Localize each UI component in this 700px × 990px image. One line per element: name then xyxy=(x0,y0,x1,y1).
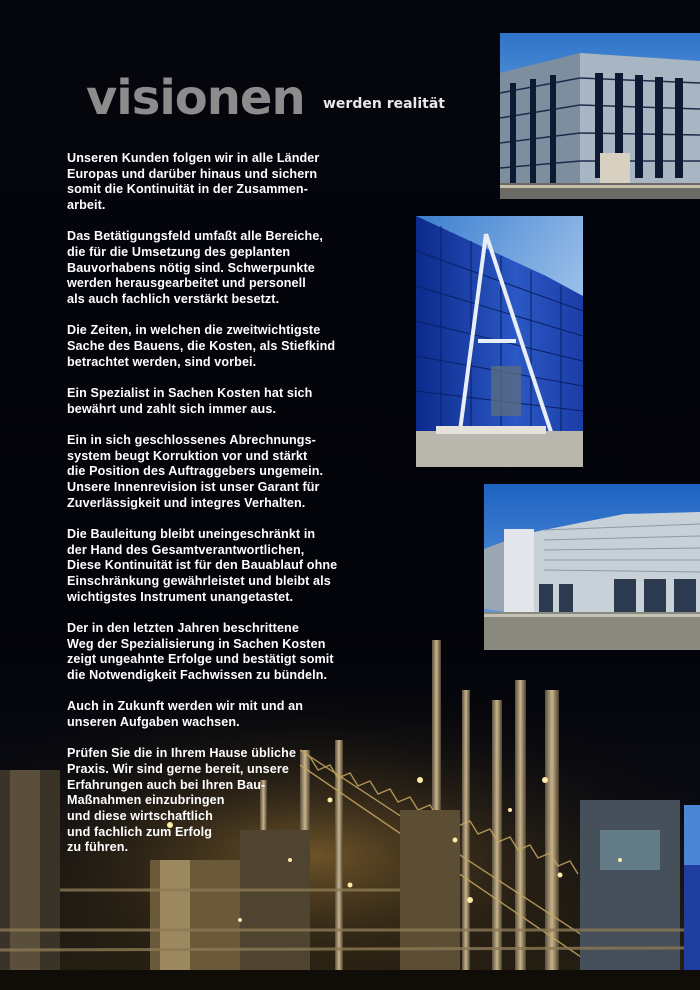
text-line: und diese wirtschaftlich xyxy=(67,808,213,823)
paragraph-8 xyxy=(67,699,377,730)
industrial-hall-photo xyxy=(484,484,700,650)
text-line: arbeit. xyxy=(67,198,106,213)
body-text xyxy=(67,151,377,872)
text-line: die für die Umsetzung des geplanten xyxy=(67,245,291,260)
text-line: system beugt Korruktion vor und stärkt xyxy=(67,448,308,463)
text-line: zeigt ungeahnte Erfolge und bestätigt somit xyxy=(67,652,334,667)
text-line: werden herausgearbeitet und personell xyxy=(67,276,306,291)
paragraph-6 xyxy=(67,527,377,606)
text-line: Prüfen Sie die in Ihrem Hause übliche xyxy=(67,746,297,761)
text-line: bewährt und zahlt sich immer aus. xyxy=(67,401,277,416)
text-line: Unseren Kunden folgen wir in alle Länder xyxy=(67,151,320,165)
text-line: Erfahrungen auch bei Ihren Bau- xyxy=(67,777,266,792)
paragraph-2 xyxy=(67,229,377,308)
paragraph-5 xyxy=(67,433,377,512)
text-line: Zuverlässigkeit und integres Verhalten. xyxy=(67,495,306,510)
text-line: die Position des Auftraggebers ungemein. xyxy=(67,464,324,479)
paragraph-9 xyxy=(67,746,377,856)
paragraph-7 xyxy=(67,621,377,684)
text-line: Einschränkung gewährleistet und bleibt als xyxy=(67,573,331,588)
paragraph-1 xyxy=(67,151,377,214)
text-line: Bauvorhabens nötig sind. Schwerpunkte xyxy=(67,260,315,275)
text-line: Auch in Zukunft werden wir mit und an xyxy=(67,699,303,714)
text-line: und fachlich zum Erfolg xyxy=(67,824,213,839)
text-line: Die Bauleitung bleibt uneingeschränkt in xyxy=(67,526,316,541)
paragraph-3 xyxy=(67,323,377,370)
office-building-photo xyxy=(500,33,700,199)
text-line: Sache des Bauens, die Kosten, als Stiefkind xyxy=(67,339,336,354)
heading-subtitle: werden realität xyxy=(323,96,445,112)
text-line: Diese Kontinuität ist für den Bauablauf ohne xyxy=(67,558,338,573)
text-line: Praxis. Wir sind gerne bereit, unsere xyxy=(67,761,289,776)
text-line: Ein in sich geschlossenes Abrechnungs- xyxy=(67,432,316,447)
text-line: wichtigstes Instrument unangetastet. xyxy=(67,589,294,604)
text-line: Ein Spezialist in Sachen Kosten hat sich xyxy=(67,385,313,400)
text-line: zu führen. xyxy=(67,840,129,855)
text-line: Maßnahmen einzubringen xyxy=(67,793,225,808)
glass-facade-photo xyxy=(416,216,583,467)
text-line: die Notwendigkeit Fachwissen zu bündeln. xyxy=(67,667,328,682)
heading-title: visionen xyxy=(86,70,305,126)
text-line: Unsere Innenrevision ist unser Garant für xyxy=(67,479,320,494)
paragraph-4 xyxy=(67,386,377,417)
text-line: somit die Kontinuität in der Zusammen- xyxy=(67,182,308,197)
text-line: Die Zeiten, in welchen die zweitwichtigste xyxy=(67,323,321,338)
text-line: unseren Aufgaben wachsen. xyxy=(67,714,240,729)
text-line: der Hand des Gesamtverantwortlichen, xyxy=(67,542,305,557)
text-line: Das Betätigungsfeld umfaßt alle Bereiche, xyxy=(67,229,324,244)
text-line: Weg der Spezialisierung in Sachen Kosten xyxy=(67,636,326,651)
text-line: betrachtet werden, sind vorbei. xyxy=(67,354,257,369)
text-line: Europas und darüber hinaus und sichern xyxy=(67,166,318,181)
text-line: als auch fachlich verstärkt besetzt. xyxy=(67,292,280,307)
text-line: Der in den letzten Jahren beschrittene xyxy=(67,620,299,635)
